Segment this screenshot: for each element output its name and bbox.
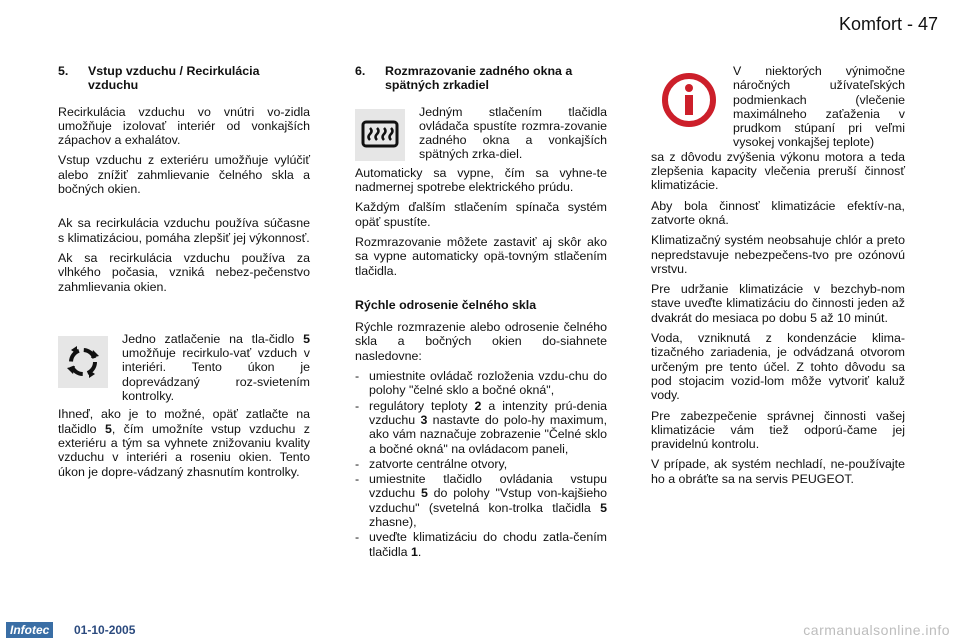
paragraph: Pre udržanie klimatizácie v bezchyb-nom stave uveďte klimatizáciu do činnosti jeden až dvakrát do mesiaca po dobu 5 až 10 minút. — [651, 282, 905, 325]
paragraph: Ihneď, ako je to možné, opäť zatlačte na tlačidlo 5, čím umožníte vstup vzduchu z exteriéru a tým sa vyhnete znižovaniu kvality vzduchu v interiéri a roseniu okien. Tento úkon je dopre-vádzaný zhasnutím kontrolky. — [58, 407, 310, 479]
paragraph: V niektorých výnimočne náročných užívateľských podmienkach (vlečenie maximálneho zaťaženia v prudkom stúpaní pri veľmi vysokej vonkajšej teplote) — [733, 64, 905, 150]
footer — [0, 620, 960, 640]
paragraph: Recirkulácia vzduchu vo vnútri vo-zidla umožňuje izolovať interiér od vonkajších zápachov a exhalátov. — [58, 104, 310, 148]
page-title: Komfort - 47 — [838, 14, 938, 34]
paragraph: Ak sa recirkulácia vzduchu používa súčasne s klimatizáciou, pomáha zlepšiť jej výkonnosť. — [58, 216, 310, 245]
paragraph: Rýchle rozmrazenie alebo odrosenie čelného skla a bočných okien do-siahnete nasledovne: — [355, 320, 607, 363]
rear-defrost-icon — [355, 109, 405, 161]
subsection-title: Rýchle odrosenie čelného skla — [355, 297, 537, 312]
paragraph: Vstup vzduchu z exteriéru umožňuje vylúčiť alebo znížiť zahmlievanie čelného skla a bočných okien. — [58, 153, 310, 197]
section-title: Vstup vzduchu / Recirkulácia vzduchu — [88, 64, 260, 93]
list-item: - umiestnite tlačidlo ovládania vstupu vzduchu 5 do polohy "Vstup von-kajšieho vzduchu" (svetelná kon-trolka tlačidla 5 zhasne), — [355, 472, 607, 530]
section-number: 6. — [355, 64, 366, 78]
recirculation-icon — [58, 336, 108, 388]
paragraph: V prípade, ak systém nechladí, ne-používajte ho a obráťte sa na servis PEUGEOT. — [651, 457, 905, 486]
paragraph: Pre zabezpečenie správnej činnosti vašej klimatizácie vám tiež odporú-čame jej pravidelnú kontrolu. — [651, 408, 905, 452]
paragraph: Jedno zatlačenie na tla-čidlo 5 umožňuje recirkulo-vať vzduch v interiéri. Tento úkon je doprevádzaný roz-svietením kontrolky. — [122, 331, 310, 404]
list-item: - umiestnite ovládač rozloženia vzdu-chu do polohy "čelné sklo a bočné okná", — [355, 369, 607, 398]
defrost-instruction — [355, 105, 607, 162]
paragraph: Klimatizačný systém neobsahuje chlór a preto nepredstavuje nebezpečens-tvo pre ozónovú vrstvu. — [651, 233, 905, 276]
paragraph: Aby bola činnosť klimatizácie efektív-na, zatvorte okná. — [651, 198, 905, 227]
section-number: 5. — [58, 64, 69, 78]
paragraph: Ak sa recirkulácia vzduchu používa za vlhkého počasia, vzniká nebez-pečenstvo zahmlievania okien. — [58, 250, 310, 294]
footer-date: 01-10-2005 — [74, 623, 136, 637]
paragraph: Rozmrazovanie môžete zastaviť aj skôr ako sa vypne automaticky opä-tovným stlačením tlačidla. — [355, 234, 607, 278]
paragraph: Voda, vzniknutá z kondenzácie klima-tizačného zariadenia, je odvádzaná otvorom určeným pre tento účel. Z tohto dôvodu sa pod stojacim vozid-lom môže vytvoriť kaluž vody. — [651, 331, 905, 403]
recirculation-instruction — [58, 332, 310, 403]
paragraph: Automaticky sa vypne, čím sa vyhne-te nadmernej spotrebe elektrického prúdu. — [355, 165, 607, 195]
brand-logo: Infotec — [6, 622, 53, 638]
column-middle — [355, 64, 607, 560]
steps-list — [355, 369, 607, 559]
section-6-heading — [355, 64, 607, 93]
list-item: - uveďte klimatizáciu do chodu zatla-čením tlačidla 1. — [355, 530, 607, 559]
paragraph: Jedným stlačením tlačidla ovládača spustíte rozmra-zovanie zadného okna a vonkajších spätných zrka-diel. — [419, 104, 607, 162]
paragraph: Každým ďalším stlačením spínača systém opäť spustíte. — [355, 200, 607, 229]
warning-block — [651, 64, 905, 150]
section-5-heading — [58, 64, 310, 93]
warning-info-icon — [661, 72, 717, 128]
column-left — [58, 64, 310, 485]
list-item: - regulátory teploty 2 a intenzity prú-denia vzduchu 3 nastavte do polo-hy maximum, ako vám naznačuje zobrazenie "Čelné sklo a bočné okná" na ovládacom paneli, — [355, 398, 608, 456]
paragraph: sa z dôvodu zvýšenia výkonu motora a teda zlepšenia kapacity vlečenia preruší činnosť klimatizácie. — [651, 149, 905, 193]
section-title: Rozmrazovanie zadného okna a spätných zrkadiel — [385, 64, 573, 93]
column-right — [651, 64, 905, 492]
watermark: carmanualsonline.info — [803, 622, 950, 638]
list-item: - zatvorte centrálne otvory, — [355, 456, 508, 471]
